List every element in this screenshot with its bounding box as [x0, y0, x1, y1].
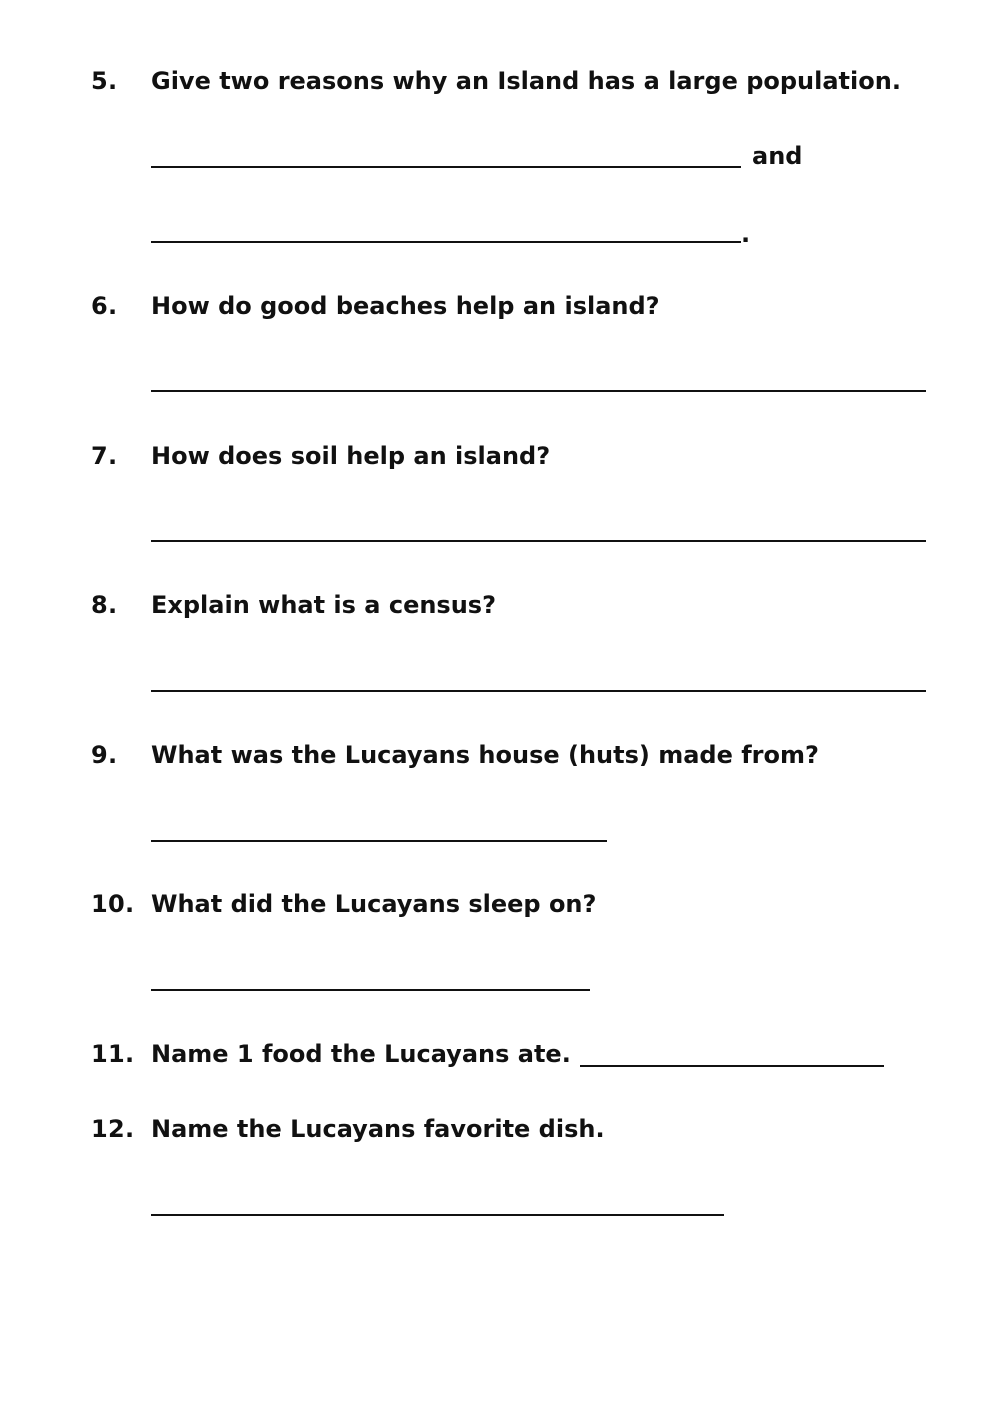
question-7-number: 7.	[91, 442, 118, 470]
question-5-connector: and	[752, 142, 803, 170]
question-5-end-mark: .	[741, 220, 751, 248]
question-5-answer-line-1[interactable]	[151, 166, 741, 168]
question-11-number: 11.	[91, 1040, 135, 1068]
question-6-number: 6.	[91, 292, 118, 320]
question-8-number: 8.	[91, 591, 118, 619]
question-9-answer-line[interactable]	[151, 840, 607, 842]
question-11-text: Name 1 food the Lucayans ate.	[151, 1040, 571, 1068]
question-10-answer-line[interactable]	[151, 989, 590, 991]
question-9-text: What was the Lucayans house (huts) made from?	[151, 741, 819, 769]
question-7-answer-line[interactable]	[151, 540, 926, 542]
question-12-text: Name the Lucayans favorite dish.	[151, 1115, 605, 1143]
question-5-number: 5.	[91, 67, 118, 95]
question-10-number: 10.	[91, 890, 135, 918]
question-9-number: 9.	[91, 741, 118, 769]
question-10-text: What did the Lucayans sleep on?	[151, 890, 597, 918]
question-5-text: Give two reasons why an Island has a large population.	[151, 67, 901, 95]
question-11-answer-line[interactable]	[580, 1065, 884, 1067]
question-6-text: How do good beaches help an island?	[151, 292, 660, 320]
question-5-answer-line-2[interactable]	[151, 241, 741, 243]
question-12-answer-line[interactable]	[151, 1214, 724, 1216]
question-8-text: Explain what is a census?	[151, 591, 497, 619]
question-12-number: 12.	[91, 1115, 135, 1143]
question-8-answer-line[interactable]	[151, 690, 926, 692]
question-6-answer-line[interactable]	[151, 390, 926, 392]
question-7-text: How does soil help an island?	[151, 442, 551, 470]
